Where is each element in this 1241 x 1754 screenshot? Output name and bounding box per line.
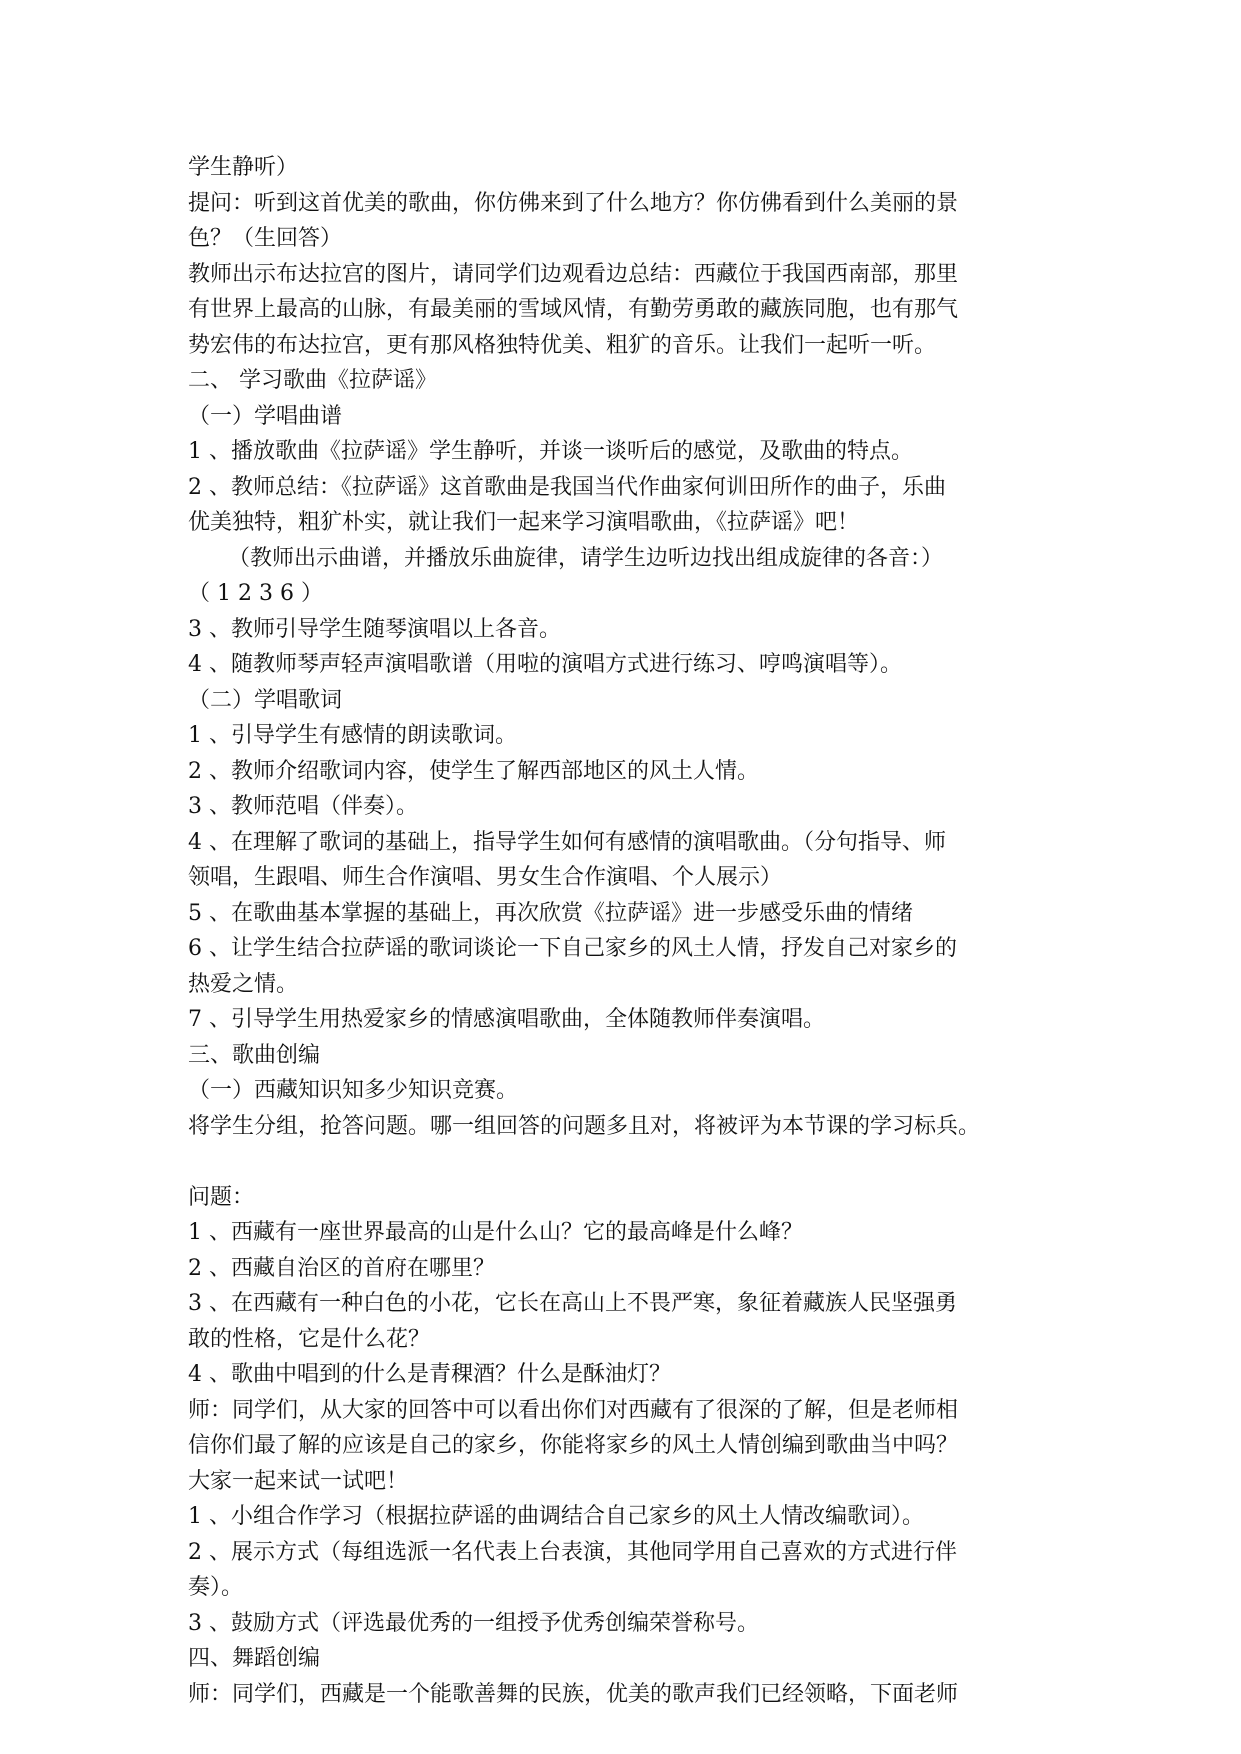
text-line: （二）学唱歌词 — [188, 687, 343, 713]
text-line: 5 、在歌曲基本掌握的基础上，再次欣赏《拉萨谣》进一步感受乐曲的情绪 — [188, 900, 913, 926]
text-line: 4 、歌曲中唱到的什么是青稞酒？什么是酥油灯？ — [188, 1362, 671, 1387]
text-line: 3 、教师引导学生随琴演唱以上各音。 — [188, 616, 561, 642]
text-line: 1 、西藏有一座世界最高的山是什么山？它的最高峰是什么峰？ — [188, 1220, 803, 1245]
text-line: 优美独特，粗犷朴实，就让我们一起来学习演唱歌曲，《拉萨谣》吧！ — [188, 510, 860, 535]
text-line: 领唱，生跟唱、师生合作演唱、男女生合作演唱、个人展示） — [188, 865, 783, 890]
text-line: 势宏伟的布达拉宫，更有那风格独特优美、粗犷的音乐。让我们一起听一听。 — [188, 332, 937, 358]
text-line: 三、歌曲创编 — [188, 1042, 321, 1068]
text-line: 大家一起来试一试吧！ — [188, 1468, 409, 1494]
document-page — [188, 150, 1068, 1712]
text-line: 奏）。 — [188, 1575, 244, 1600]
text-line: （教师出示曲谱，并播放乐曲旋律，请学生边听边找出组成旋律的各音：） — [228, 545, 944, 571]
text-line: 学生静听） — [188, 155, 299, 180]
text-line: （一）学唱曲谱 — [188, 403, 343, 429]
text-line: 4 、在理解了歌词的基础上，指导学生如何有感情的演唱歌曲。（分句指导、师 — [188, 829, 946, 855]
text-line: 6 、让学生结合拉萨谣的歌词谈论一下自己家乡的风土人情，抒发自己对家乡的 — [188, 936, 957, 961]
text-line: 色？（生回答） — [188, 226, 343, 251]
text-line: 1 、播放歌曲《拉萨谣》学生静听，并谈一谈听后的感觉，及歌曲的特点。 — [188, 439, 913, 464]
text-line: 1 、小组合作学习（根据拉萨谣的曲调结合自己家乡的风土人情改编歌词）。 — [188, 1504, 924, 1529]
text-line: 提问：听到这首优美的歌曲，你仿佛来到了什么地方？你仿佛看到什么美丽的景 — [188, 190, 959, 216]
text-line: 将学生分组，抢答问题。哪一组回答的问题多且对，将被评为本节课的学习标兵。 — [188, 1113, 981, 1139]
text-line: 问题： — [188, 1184, 255, 1210]
text-line: 2 、教师总结：《拉萨谣》这首歌曲是我国当代作曲家何训田所作的曲子，乐曲 — [188, 474, 946, 500]
text-line: 7 、引导学生用热爱家乡的情感演唱歌曲，全体随教师伴奏演唱。 — [188, 1007, 825, 1032]
text-line: 热爱之情。 — [188, 971, 299, 997]
text-line: 1 、引导学生有感情的朗读歌词。 — [188, 723, 517, 748]
text-line: 2 、西藏自治区的首府在哪里？ — [188, 1255, 495, 1281]
text-line: 师：同学们，西藏是一个能歌善舞的民族，优美的歌声我们已经领略，下面老师 — [188, 1681, 959, 1707]
text-line: 3 、鼓励方式（评选最优秀的一组授予优秀创编荣誉称号。 — [188, 1610, 759, 1636]
text-line: （一）西藏知识知多少知识竞赛。 — [188, 1078, 519, 1103]
text-line: 4 、随教师琴声轻声演唱歌谱（用啦的演唱方式进行练习、哼鸣演唱等）。 — [188, 652, 902, 677]
text-line — [188, 1144, 1068, 1180]
text-line: 有世界上最高的山脉，有最美丽的雪域风情，有勤劳勇敢的藏族同胞，也有那气 — [188, 297, 959, 322]
text-line: （ 1 2 3 6 ） — [188, 581, 323, 606]
text-line: 二、 学习歌曲《拉萨谣》 — [188, 368, 437, 393]
text-line: 师：同学们，从大家的回答中可以看出你们对西藏有了很深的了解，但是老师相 — [188, 1397, 959, 1423]
text-line: 3 、教师范唱（伴奏）。 — [188, 794, 418, 819]
text-line: 信你们最了解的应该是自己的家乡，你能将家乡的风土人情创编到歌曲当中吗？ — [188, 1433, 959, 1458]
text-line: 2 、教师介绍歌词内容，使学生了解西部地区的风土人情。 — [188, 758, 759, 784]
text-line: 四、舞蹈创编 — [188, 1646, 321, 1671]
text-line: 3 、在西藏有一种白色的小花，它长在高山上不畏严寒，象征着藏族人民坚强勇 — [188, 1291, 957, 1316]
text-line: 2 、展示方式（每组选派一名代表上台表演，其他同学用自己喜欢的方式进行伴 — [188, 1539, 957, 1565]
text-line: 敢的性格，它是什么花？ — [188, 1326, 431, 1352]
text-line: 教师出示布达拉宫的图片，请同学们边观看边总结：西藏位于我国西南部，那里 — [188, 261, 959, 287]
